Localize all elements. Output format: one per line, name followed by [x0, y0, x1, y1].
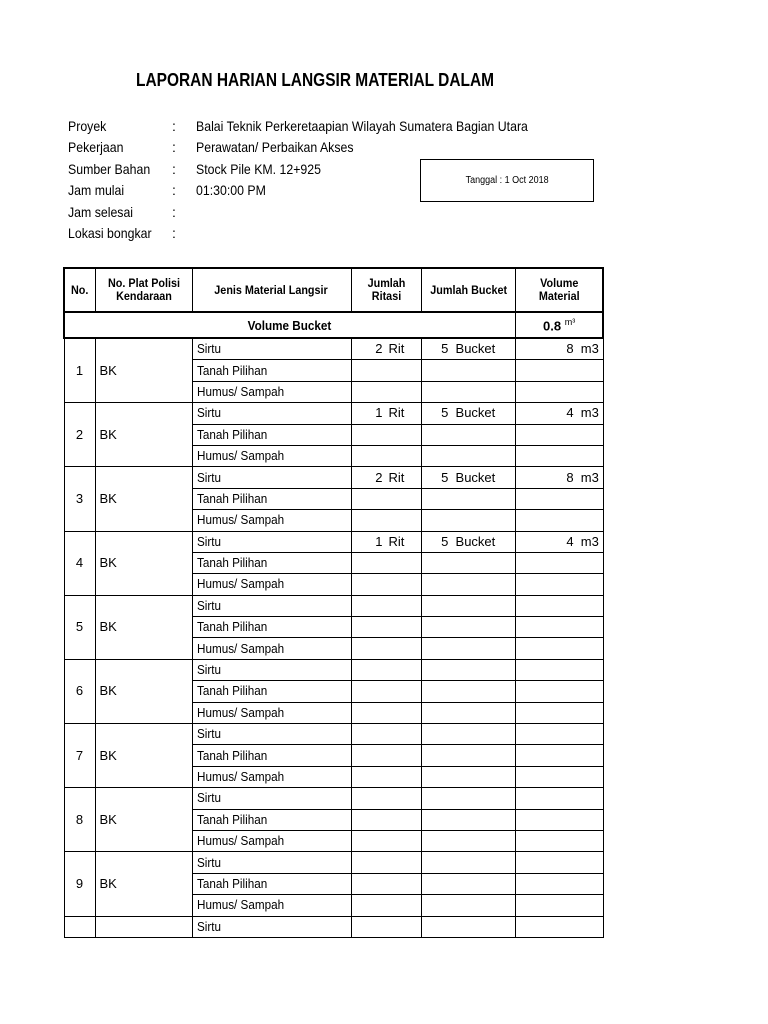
row-material: Tanah Pilihan: [192, 745, 351, 766]
table-row: [64, 724, 603, 745]
row-material: Sirtu: [192, 724, 351, 745]
info-colon: :: [172, 139, 176, 156]
row-bucket: 5 Bucket: [421, 467, 515, 488]
row-volume: [515, 617, 603, 638]
row-bucket: [421, 702, 515, 723]
info-value: 01:30:00 PM: [196, 182, 266, 199]
row-volume: [515, 895, 603, 916]
row-bucket: [421, 895, 515, 916]
row-ritasi: [351, 788, 421, 809]
row-material: Sirtu: [192, 338, 351, 360]
info-label: Proyek: [68, 118, 107, 134]
row-bucket: [421, 488, 515, 509]
row-material: Humus/ Sampah: [192, 445, 351, 466]
report-title: LAPORAN HARIAN LANGSIR MATERIAL DALAM: [136, 70, 495, 90]
row-ritasi: [351, 852, 421, 873]
material-table: [63, 267, 604, 938]
row-bucket: [421, 595, 515, 616]
volume-bucket-row: [64, 312, 603, 338]
info-label: Pekerjaan: [68, 139, 124, 156]
info-value: Balai Teknik Perkeretaapian Wilayah Sumatera Bagian Utara: [196, 118, 528, 134]
row-material: Tanah Pilihan: [192, 488, 351, 509]
table-row: [64, 531, 603, 552]
row-ritasi: [351, 895, 421, 916]
row-ritasi: [351, 830, 421, 851]
header-jenis: Jenis Material Langsir: [192, 268, 351, 312]
row-volume: 4 m3: [515, 531, 603, 552]
row-volume: [515, 424, 603, 445]
row-no: 4: [64, 531, 95, 595]
row-plat: BK: [95, 659, 192, 723]
row-bucket: [421, 552, 515, 573]
row-bucket: [421, 681, 515, 702]
header-plat: No. Plat Polisi Kendaraan: [95, 268, 192, 312]
row-ritasi: [351, 809, 421, 830]
row-volume: [515, 852, 603, 873]
row-material: Humus/ Sampah: [192, 830, 351, 851]
row-ritasi: [351, 574, 421, 595]
row-bucket: [421, 638, 515, 659]
info-colon: :: [172, 182, 176, 199]
info-colon: :: [172, 118, 176, 134]
row-bucket: [421, 381, 515, 402]
table-row: [64, 659, 603, 680]
row-ritasi: [351, 360, 421, 381]
header-no: No.: [64, 268, 95, 312]
row-no: 9: [64, 852, 95, 916]
header-bucket: Jumlah Bucket: [421, 268, 515, 312]
row-ritasi: [351, 702, 421, 723]
row-ritasi: 2 Rit: [351, 467, 421, 488]
row-material: Tanah Pilihan: [192, 424, 351, 445]
row-plat: BK: [95, 852, 192, 916]
row-ritasi: [351, 381, 421, 402]
info-label: Sumber Bahan: [68, 160, 151, 177]
row-volume: [515, 681, 603, 702]
row-bucket: [421, 617, 515, 638]
row-material: Sirtu: [192, 403, 351, 424]
row-no: 2: [64, 403, 95, 467]
row-no: 8: [64, 788, 95, 852]
row-volume: [515, 809, 603, 830]
row-volume: [515, 595, 603, 616]
row-plat: BK: [95, 467, 192, 531]
row-material: Sirtu: [192, 788, 351, 809]
row-ritasi: [351, 445, 421, 466]
row-volume: [515, 659, 603, 680]
row-bucket: [421, 724, 515, 745]
row-material: Sirtu: [192, 467, 351, 488]
row-ritasi: [351, 617, 421, 638]
row-ritasi: [351, 595, 421, 616]
row-bucket: [421, 445, 515, 466]
row-bucket: [421, 830, 515, 851]
row-ritasi: [351, 659, 421, 680]
row-ritasi: [351, 424, 421, 445]
row-volume: [515, 360, 603, 381]
row-no: 6: [64, 659, 95, 723]
row-volume: [515, 788, 603, 809]
volume-bucket-label: Volume Bucket: [64, 312, 515, 338]
row-ritasi: [351, 724, 421, 745]
row-volume: 4 m3: [515, 403, 603, 424]
row-bucket: [421, 873, 515, 894]
table-row: [64, 338, 603, 360]
row-material: Humus/ Sampah: [192, 574, 351, 595]
row-ritasi: 1 Rit: [351, 403, 421, 424]
row-bucket: [421, 360, 515, 381]
row-ritasi: [351, 510, 421, 531]
row-volume: [515, 916, 603, 937]
info-colon: :: [172, 224, 176, 241]
row-material: Tanah Pilihan: [192, 360, 351, 381]
row-material: Tanah Pilihan: [192, 681, 351, 702]
info-colon: :: [172, 203, 176, 220]
row-material: Humus/ Sampah: [192, 895, 351, 916]
row-bucket: [421, 424, 515, 445]
row-ritasi: 2 Rit: [351, 338, 421, 360]
table-row: [64, 788, 603, 809]
info-colon: :: [172, 160, 176, 177]
row-volume: 8 m3: [515, 467, 603, 488]
row-material: Sirtu: [192, 531, 351, 552]
row-ritasi: 1 Rit: [351, 531, 421, 552]
row-plat: BK: [95, 531, 192, 595]
header-ritasi: Jumlah Ritasi: [351, 268, 421, 312]
row-no: 5: [64, 595, 95, 659]
row-volume: [515, 552, 603, 573]
row-bucket: [421, 788, 515, 809]
row-material: Tanah Pilihan: [192, 809, 351, 830]
info-label: Jam selesai: [68, 203, 134, 220]
table-row: [64, 916, 603, 937]
row-ritasi: [351, 681, 421, 702]
row-ritasi: [351, 916, 421, 937]
row-ritasi: [351, 873, 421, 894]
row-bucket: 5 Bucket: [421, 531, 515, 552]
row-ritasi: [351, 745, 421, 766]
table-row: [64, 595, 603, 616]
row-material: Humus/ Sampah: [192, 766, 351, 787]
row-bucket: [421, 574, 515, 595]
row-material: Sirtu: [192, 595, 351, 616]
row-no: [64, 916, 95, 937]
table-row: [64, 852, 603, 873]
row-material: Humus/ Sampah: [192, 702, 351, 723]
row-volume: [515, 445, 603, 466]
row-volume: [515, 638, 603, 659]
volume-bucket-value: 0.8 $^{m^3}$: [515, 312, 603, 338]
row-volume: [515, 724, 603, 745]
row-material: Sirtu: [192, 852, 351, 873]
row-material: Sirtu: [192, 916, 351, 937]
row-material: Tanah Pilihan: [192, 873, 351, 894]
row-ritasi: [351, 766, 421, 787]
row-volume: [515, 381, 603, 402]
info-label: Jam mulai: [68, 182, 125, 199]
row-volume: [515, 574, 603, 595]
row-ritasi: [351, 552, 421, 573]
info-label: Lokasi bongkar: [68, 224, 152, 241]
row-bucket: [421, 745, 515, 766]
row-no: 7: [64, 724, 95, 788]
row-plat: BK: [95, 788, 192, 852]
table-row: [64, 403, 603, 424]
row-no: 3: [64, 467, 95, 531]
row-volume: [515, 510, 603, 531]
row-volume: [515, 766, 603, 787]
row-material: Sirtu: [192, 659, 351, 680]
row-bucket: [421, 916, 515, 937]
row-material: Humus/ Sampah: [192, 638, 351, 659]
row-ritasi: [351, 638, 421, 659]
row-volume: [515, 873, 603, 894]
row-bucket: [421, 809, 515, 830]
row-plat: BK: [95, 724, 192, 788]
row-volume: [515, 702, 603, 723]
row-plat: BK: [95, 595, 192, 659]
row-plat: [95, 916, 192, 937]
date-box: [420, 159, 594, 202]
date-text: Tanggal : 1 Oct 2018: [465, 175, 549, 186]
row-ritasi: [351, 488, 421, 509]
row-volume: [515, 830, 603, 851]
row-bucket: [421, 659, 515, 680]
table-row: [64, 467, 603, 488]
row-material: Tanah Pilihan: [192, 617, 351, 638]
row-volume: [515, 488, 603, 509]
row-material: Humus/ Sampah: [192, 510, 351, 531]
info-value: Perawatan/ Perbaikan Akses: [196, 139, 354, 156]
row-volume: [515, 745, 603, 766]
row-bucket: [421, 766, 515, 787]
row-material: Tanah Pilihan: [192, 552, 351, 573]
row-plat: BK: [95, 338, 192, 403]
row-material: Humus/ Sampah: [192, 381, 351, 402]
row-bucket: [421, 852, 515, 873]
header-volume: Volume Material: [515, 268, 603, 312]
row-bucket: 5 Bucket: [421, 338, 515, 360]
row-bucket: 5 Bucket: [421, 403, 515, 424]
row-volume: 8 m3: [515, 338, 603, 360]
table-header-row: [64, 268, 603, 312]
row-no: 1: [64, 338, 95, 403]
row-bucket: [421, 510, 515, 531]
info-value: Stock Pile KM. 12+925: [196, 160, 321, 177]
row-plat: BK: [95, 403, 192, 467]
